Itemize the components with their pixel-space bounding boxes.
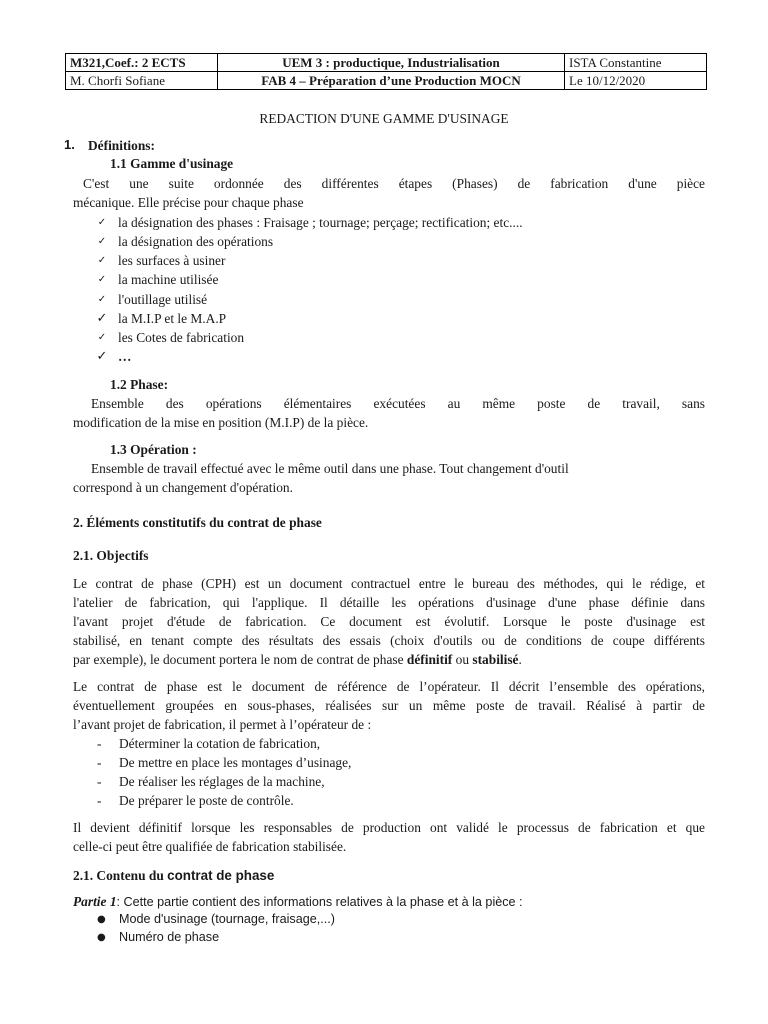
teacher-cell: M. Chorfi Sofiane (66, 72, 218, 90)
subsection-1-1-title: 1.1 Gamme d'usinage (110, 156, 234, 171)
title-run: contrat de phase (167, 868, 275, 883)
paragraph-line: stabilisé, en tenant compte des résultats des essais (choix d'outils ou de conditions de coupe différents (73, 633, 705, 648)
paragraph-line (73, 650, 522, 669)
dash-marker: - (97, 755, 102, 770)
date-cell: Le 10/12/2020 (565, 72, 707, 90)
list-item-text: De réaliser les réglages de la machine, (119, 774, 325, 789)
header-row (66, 54, 707, 72)
bullet-icon: ● (97, 932, 106, 943)
paragraph-line: éventuellement groupées en sous-phases, réalisées sur un même poste de travail. Réalisé à partir de (73, 698, 705, 713)
paragraph-line: l’avant projet de fabrication, il permet à l’opérateur de : (73, 717, 372, 732)
course-cell: FAB 4 – Préparation d’une Production MOCN (218, 72, 565, 90)
dash-marker: - (97, 736, 102, 751)
uem-cell: UEM 3 : productique, Industrialisation (218, 54, 565, 72)
list-item-text: les Cotes de fabrication (118, 330, 245, 345)
section-1-title: Définitions: (88, 138, 155, 153)
subsection-2-1-title: 2.1. Objectifs (73, 548, 149, 563)
text-run: ou (452, 652, 473, 667)
header-table (65, 53, 707, 90)
list-item-text: la désignation des phases : Fraisage ; tournage; perçage; rectification; etc.... (118, 215, 523, 230)
list-item-text: Déterminer la cotation de fabrication, (119, 736, 321, 751)
list-item-text: … (118, 349, 132, 364)
check-icon: ✓ (96, 349, 108, 364)
section-2-title: 2. Éléments constitutifs du contrat de phase (73, 515, 322, 530)
check-icon: ✓ (97, 274, 107, 285)
paragraph-line: l'avant projet d'étude de fabrication. Ce document est évolutif. Lorsque le poste d'usinage est (73, 614, 705, 629)
paragraph-line: Le contrat de phase est le document de référence de l’opérateur. Il décrit l’ensemble des opérations, (73, 679, 705, 694)
paragraph-line (73, 892, 523, 912)
list-item-text: Mode d'usinage (tournage, fraisage,...) (119, 912, 335, 926)
document-title: REDACTION D'UNE GAMME D'USINAGE (259, 111, 509, 126)
list-item-text: l'outillage utilisé (118, 292, 208, 307)
list-item-text: Numéro de phase (119, 930, 220, 944)
bullet-icon: ● (97, 914, 106, 925)
paragraph-line: C'est une suite ordonnée des différentes étapes (Phases) de fabrication d'une pièce (83, 176, 705, 191)
paragraph-line: celle-ci peut être qualifiée de fabrication stabilisée. (73, 839, 347, 854)
text-run: : Cette partie contient des informations relatives à la phase et à la pièce : (116, 895, 523, 909)
subsection-1-2-title: 1.2 Phase: (110, 377, 169, 392)
list-item-text: De préparer le poste de contrôle. (119, 793, 294, 808)
check-icon: ✓ (97, 255, 107, 266)
list-item-text: la machine utilisée (118, 272, 219, 287)
partie-1-label: Partie 1 (73, 894, 117, 909)
paragraph-line: mécanique. Elle précise pour chaque phase (73, 195, 304, 210)
list-item-text: les surfaces à usiner (118, 253, 226, 268)
dash-marker: - (97, 793, 102, 808)
emphasis-stabilise: stabilisé (472, 652, 519, 667)
list-item-text: la M.I.P et le M.A.P (118, 311, 227, 326)
check-icon: ✓ (97, 294, 107, 305)
check-icon: ✓ (97, 217, 107, 228)
check-icon: ✓ (96, 311, 108, 326)
paragraph-line: l'atelier de fabrication, qui l'applique. Il détaille les opérations d'usinage d'une phase définie dans (73, 595, 705, 610)
paragraph-line: correspond à un changement d'opération. (73, 480, 293, 495)
paragraph-line: Ensemble de travail effectué avec le même outil dans une phase. Tout changement d'outil (91, 461, 569, 476)
subsection-2-2-title (73, 866, 274, 885)
paragraph-line: Il devient définitif lorsque les responsables de production ont validé le processus de fabrication et que (73, 820, 705, 835)
text-run: par exemple), le document portera le nom de contrat de phase (73, 652, 407, 667)
header-row (66, 72, 707, 90)
dash-marker: - (97, 774, 102, 789)
text-run: . (518, 652, 522, 667)
school-cell: ISTA Constantine (565, 54, 707, 72)
subsection-1-3-title: 1.3 Opération : (110, 442, 197, 457)
list-item-text: De mettre en place les montages d’usinage, (119, 755, 352, 770)
list-item-text: la désignation des opérations (118, 234, 274, 249)
title-run: 2.1. Contenu du (73, 868, 168, 883)
paragraph-line: Ensemble des opérations élémentaires exécutées au même poste de travail, sans (91, 396, 705, 411)
paragraph-line: Le contrat de phase (CPH) est un document contractuel entre le bureau des méthodes, qui le rédige, et (73, 576, 705, 591)
module-cell: M321,Coef.: 2 ECTS (66, 54, 218, 72)
emphasis-definitif: définitif (406, 652, 453, 667)
check-icon: ✓ (97, 332, 107, 343)
section-1-number: 1. (64, 137, 75, 152)
paragraph-line: modification de la mise en position (M.I.P) de la pièce. (73, 415, 369, 430)
check-icon: ✓ (97, 236, 107, 247)
